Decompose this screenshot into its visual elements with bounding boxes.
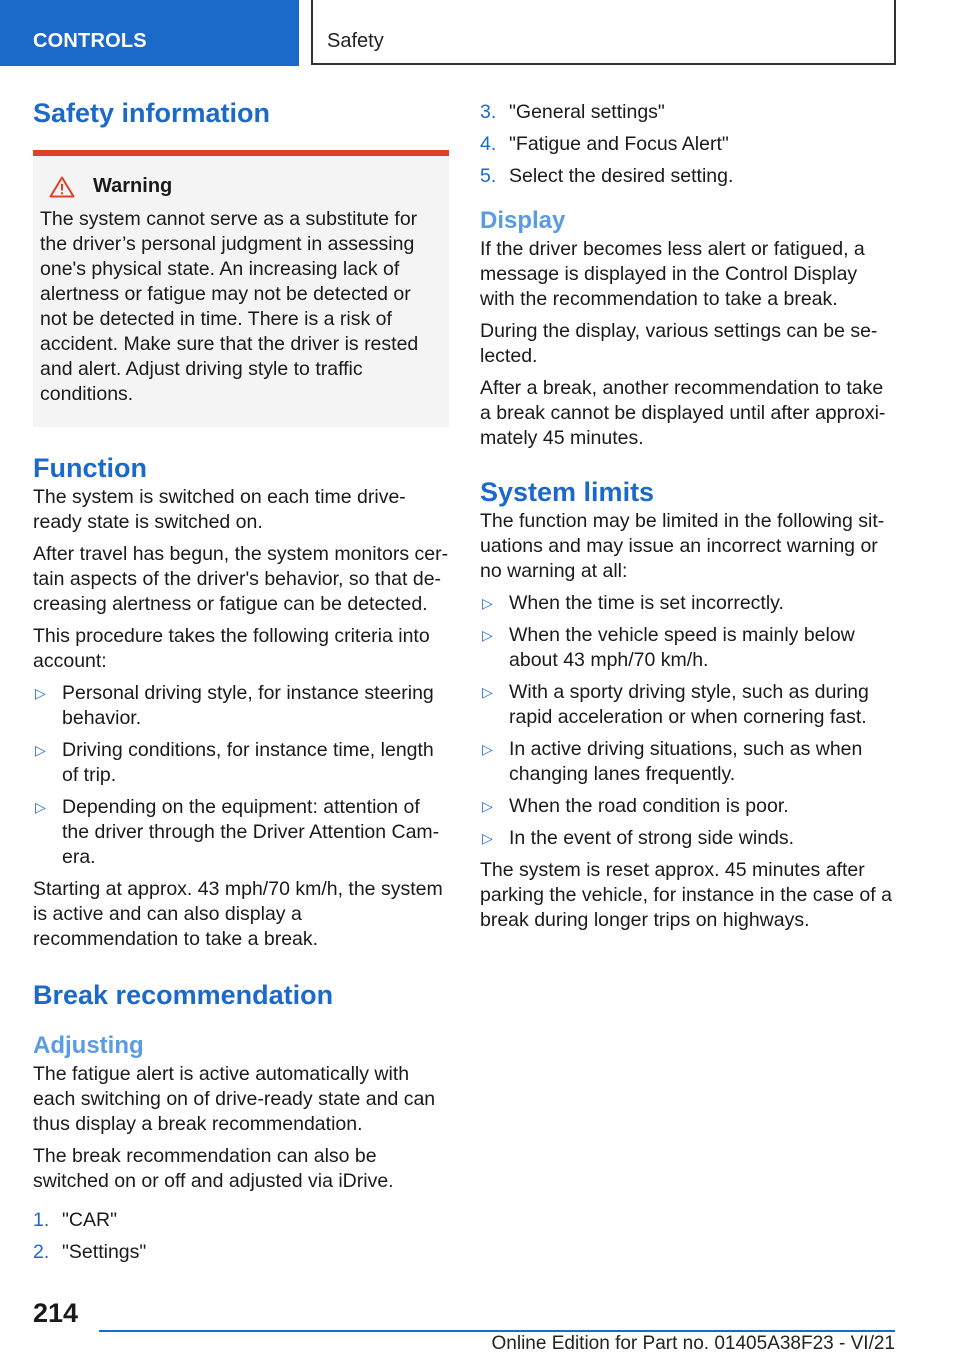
triangle-right-icon: ▷ (482, 741, 493, 757)
warning-box (33, 150, 449, 427)
triangle-right-icon: ▷ (482, 798, 493, 814)
function-paragraph: The system is switched on each time drive-ready state is switched on. (33, 486, 406, 533)
list-item: 1. "CAR" (33, 1209, 118, 1231)
limits-list (480, 591, 895, 851)
function-paragraph: After travel has begun, the system monitors cer‐tain aspects of the driver's behavior, so that de‐creasing alertness or fatigue can be detected. (33, 543, 449, 615)
triangle-right-icon: ▷ (35, 685, 46, 701)
triangle-right-icon: ▷ (35, 799, 46, 815)
right-column (480, 100, 895, 940)
page-number: 214 (33, 1298, 79, 1328)
triangle-right-icon: ▷ (35, 742, 46, 758)
section-tab: CONTROLS (0, 0, 299, 66)
footer-divider (99, 1330, 895, 1332)
triangle-right-icon: ▷ (482, 830, 493, 846)
list-item: ▷ Depending on the equipment: attention of the driver through the Driver Attention Cam‐era. (35, 796, 440, 868)
step-number: 3. (480, 101, 497, 123)
list-item: ▷ When the time is set incorrectly. (482, 592, 784, 614)
warning-label: Warning (93, 175, 173, 197)
list-item: 4. "Fatigue and Focus Alert" (480, 133, 729, 155)
warning-triangle-icon (49, 176, 75, 198)
step-number: 5. (480, 165, 497, 187)
adjusting-paragraph: The fatigue alert is active automatically with each switching on of drive-ready state and can thus display a break recommendation. (33, 1063, 436, 1135)
edition-info: Online Edition for Part no. 01405A38F23 - VI/21 (491, 1333, 895, 1354)
display-subheading: Display (480, 207, 566, 234)
steps-list (480, 100, 895, 189)
warning-header (49, 174, 442, 199)
list-item: 2. "Settings" (33, 1241, 147, 1263)
adjusting-paragraph: The break recommendation can also be switched on or off and adjusted via iDrive. (33, 1145, 394, 1192)
limits-paragraph: The function may be limited in the following sit‐uations and may issue an incorrect warning or no warning at all: (480, 510, 885, 582)
triangle-right-icon: ▷ (482, 595, 493, 611)
list-item: ▷ Driving conditions, for instance time, length of trip. (35, 739, 434, 786)
list-item: 3. "General settings" (480, 101, 665, 123)
step-number: 2. (33, 1241, 50, 1263)
function-heading: Function (33, 453, 147, 483)
list-item: ▷ In active driving situations, such as when changing lanes frequently. (482, 738, 863, 785)
adjusting-subheading: Adjusting (33, 1032, 144, 1059)
list-item: ▷ In the event of strong side winds. (482, 827, 795, 849)
function-paragraph: Starting at approx. 43 mph/70 km/h, the system is active and can also display a recommendation to take a break. (33, 878, 443, 950)
warning-text: The system cannot serve as a substitute for the driver’s personal judgment in assessing one's physical state. An increasing lack of alertness or fatigue may not be detected or not be detected in time. There is a risk of accident. Make sure that the driver is rested and alert. Adjust driving style to traffic conditions. (40, 208, 419, 405)
list-item: ▷ When the road condition is poor. (482, 795, 789, 817)
break-recommendation-heading: Break recommendation (33, 980, 334, 1010)
list-item: ▷ When the vehicle speed is mainly below about 43 mph/70 km/h. (482, 624, 855, 671)
list-item: 5. Select the desired setting. (480, 165, 734, 187)
left-column (33, 96, 449, 1272)
step-number: 4. (480, 133, 497, 155)
safety-information-heading: Safety information (33, 98, 271, 128)
system-limits-heading: System limits (480, 477, 655, 507)
limits-paragraph: The system is reset approx. 45 minutes after parking the vehicle, for instance in the case of a break during longer trips on highways. (480, 859, 892, 931)
list-item: ▷ Personal driving style, for instance steering behavior. (35, 682, 434, 729)
triangle-right-icon: ▷ (482, 627, 493, 643)
criteria-list (33, 681, 449, 870)
display-paragraph: During the display, various settings can be se‐lected. (480, 320, 878, 367)
list-item: ▷ With a sporty driving style, such as during rapid acceleration or when cornering fast. (482, 681, 869, 728)
function-paragraph: This procedure takes the following criteria into account: (33, 625, 430, 672)
steps-list (33, 1208, 449, 1265)
triangle-right-icon: ▷ (482, 684, 493, 700)
display-paragraph: If the driver becomes less alert or fatigued, a message is displayed in the Control Display with the recommendation to take a break. (480, 238, 865, 310)
page-header (0, 0, 960, 66)
chapter-tab: Safety (311, 0, 896, 65)
display-paragraph: After a break, another recommendation to take a break cannot be displayed until after approxi‐mately 45 minutes. (480, 377, 886, 449)
step-number: 1. (33, 1209, 50, 1231)
